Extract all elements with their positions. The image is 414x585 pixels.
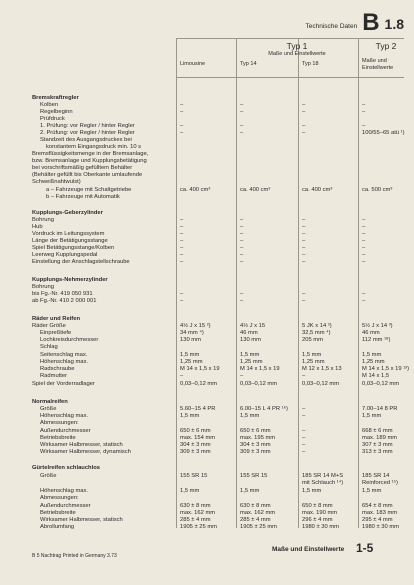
row-value: 32,5 mm ⁴) — [302, 330, 331, 336]
row-label: Abmessungen: — [40, 495, 79, 501]
row-label: Bremskraftregler — [32, 95, 79, 101]
row-label: Wirksamer Halbmesser, statisch — [40, 517, 123, 523]
row-value: – — [362, 298, 366, 304]
row-value: 304 ± 3 mm — [180, 442, 211, 448]
row-value: – — [302, 298, 306, 304]
row-value: – — [362, 245, 366, 251]
row-label: Betriebsbreite — [40, 510, 76, 516]
row-label: Räder und Reifen — [32, 316, 80, 322]
row-value: – — [362, 231, 366, 237]
row-label: Bremsflüssigkeitsmenge in der Bremsanlage, — [32, 151, 149, 157]
row-value: 650 ± 6 mm — [240, 428, 271, 434]
row-value: M 14 x 1,5 — [362, 373, 390, 379]
row-value: Reinforced ¹⁵) — [362, 480, 398, 486]
row-value: 1,5 mm — [240, 488, 260, 494]
row-label: (Behälter gefüllt bis Oberkante umlaufende — [32, 172, 143, 178]
row-value: 1,5 mm — [362, 413, 382, 419]
table-top-rule — [176, 38, 404, 39]
row-label: Einstellung der Anschlagstellschraube — [32, 259, 130, 265]
row-label: Größe — [40, 406, 57, 412]
row-value: 1905 ± 25 mm — [240, 524, 278, 530]
row-value: 1905 ± 25 mm — [180, 524, 218, 530]
row-value: – — [302, 245, 306, 251]
row-label: Betriebsbreite — [40, 435, 76, 441]
row-label: Länge der Betätigungsstange — [32, 238, 108, 244]
row-value: 1,25 mm — [362, 359, 385, 365]
row-label: Wirksamer Halbmesser, statisch — [40, 442, 123, 448]
row-value: 130 mm — [180, 337, 201, 343]
row-value: 1,5 mm — [240, 352, 260, 358]
col-typ2-label-a: Maße und — [362, 58, 387, 64]
row-label: Abmessungen: — [40, 420, 79, 426]
row-value: – — [302, 373, 306, 379]
row-value: – — [302, 259, 306, 265]
row-value: – — [240, 224, 244, 230]
row-value: – — [302, 413, 306, 419]
row-label: Wirksamer Halbmesser, dynamisch — [40, 449, 131, 455]
row-label: a – Fahrzeuge mit Schaltgetriebe — [46, 187, 132, 193]
row-label: bis Fg.-Nr. 419 050 931 — [32, 291, 93, 297]
row-label: Vordruck im Leitungssystem — [32, 231, 105, 237]
row-value: 304 ± 3 mm — [240, 442, 271, 448]
typ1-subheading: Maße und Einstellwerte — [268, 51, 326, 57]
row-label: ab Fg.-Nr. 410 2 000 001 — [32, 298, 97, 304]
row-value: 1,5 mm — [302, 488, 322, 494]
row-value: – — [302, 238, 306, 244]
footer-imprint: B 5 Nachtrag Printed in Germany 3.73 — [32, 553, 117, 559]
column-divider — [358, 38, 359, 528]
row-label: Spiel der Vorderradlager — [32, 381, 95, 387]
row-label: Einpreßtiefe — [40, 330, 72, 336]
row-value: – — [180, 373, 184, 379]
row-value: – — [180, 130, 184, 136]
row-value: – — [240, 217, 244, 223]
col-typ18: Typ 18 — [302, 61, 319, 67]
row-value: max. 162 mm — [180, 510, 216, 516]
row-value: – — [302, 428, 306, 434]
row-value: – — [302, 102, 306, 108]
row-value: – — [302, 224, 306, 230]
row-value: 1,5 mm — [302, 352, 322, 358]
column-divider — [176, 38, 177, 528]
row-label: Höhenschlag max. — [40, 359, 89, 365]
row-value: – — [180, 123, 184, 129]
col-typ14: Typ 14 — [240, 61, 257, 67]
row-value: max. 162 mm — [240, 510, 276, 516]
row-label: Hub — [32, 224, 43, 230]
row-value: 7.00–14 8 PR — [362, 406, 398, 412]
row-label: Kupplungs-Nehmerzylinder — [32, 277, 108, 283]
row-value: 4½ J x 15 ²) — [180, 323, 211, 329]
row-value: 1,5 mm — [362, 488, 382, 494]
row-value: 1980 ± 30 mm — [362, 524, 400, 530]
row-value: 155 SR 15 — [180, 473, 208, 479]
row-value: 307 ± 3 mm — [362, 442, 393, 448]
row-value: – — [362, 102, 366, 108]
row-label: Lochkreisdurchmesser — [40, 337, 99, 343]
row-value: 630 ± 8 mm — [240, 503, 271, 509]
row-value: 100/55–65 atü ¹) — [362, 130, 405, 136]
row-value: 0,03–0,12 mm — [180, 381, 218, 387]
row-value: 309 ± 3 mm — [240, 449, 271, 455]
row-value: – — [302, 109, 306, 115]
row-value: – — [302, 449, 306, 455]
row-value: M 14 x 1,5 x 19 — [240, 366, 280, 372]
row-label: Räder Größe — [32, 323, 66, 329]
row-label: Radschraube — [40, 366, 75, 372]
row-label: Seitenschlag max. — [40, 352, 88, 358]
row-value: – — [240, 123, 244, 129]
row-label: bei vorschriftsmäßig gefülltem Behälter — [32, 165, 133, 171]
row-label: bzw. Bremsanlage und Kupplungsbetätigung — [32, 158, 147, 164]
row-value: ca. 500 cm³ — [362, 187, 393, 193]
row-value: 1,5 mm — [362, 352, 382, 358]
row-value: – — [240, 252, 244, 258]
row-value: 5½ J x 14 ³) — [362, 323, 393, 329]
row-label: Radmutter — [40, 373, 68, 379]
row-value: 5 JK x 14 ³) — [302, 323, 332, 329]
row-value: 650 ± 6 mm — [180, 428, 211, 434]
row-label: Schlag — [40, 344, 58, 350]
header-letter: B — [362, 9, 380, 36]
row-value: mit Schlauch ¹⁴) — [302, 480, 344, 486]
row-value: – — [362, 123, 366, 129]
row-value: – — [180, 238, 184, 244]
row-value: 1980 ± 30 mm — [302, 524, 340, 530]
row-value: 5.60–15 4 PR — [180, 406, 216, 412]
row-value: – — [180, 109, 184, 115]
row-value: 130 mm — [240, 337, 261, 343]
row-label: 2. Prüfung: vor Regler / hinter Regler — [40, 130, 135, 136]
row-value: 650 ± 8 mm — [302, 503, 333, 509]
row-value: 1,25 mm — [180, 359, 203, 365]
row-value: 1,25 mm — [240, 359, 263, 365]
row-value: 0,03–0,12 mm — [240, 381, 278, 387]
row-value: 185 SR 14 — [362, 473, 390, 479]
row-value: max. 195 mm — [240, 435, 276, 441]
row-label: Leerweg Kupplungspedal — [32, 252, 98, 258]
col-limousine: Limousine — [180, 61, 206, 67]
row-value: – — [362, 259, 366, 265]
row-value: 34 mm ⁴) — [180, 330, 204, 336]
row-value: 0,03–0,12 mm — [362, 381, 400, 387]
row-label: Normalreifen — [32, 399, 68, 405]
row-value: – — [240, 373, 244, 379]
row-value: 46 mm — [240, 330, 258, 336]
row-value: 313 ± 3 mm — [362, 449, 393, 455]
row-label: Außendurchmesser — [40, 428, 91, 434]
row-value: 668 ± 6 mm — [362, 428, 393, 434]
row-value: – — [240, 231, 244, 237]
row-value: 1,5 mm — [240, 413, 260, 419]
header-rule — [176, 77, 404, 78]
row-value: – — [240, 102, 244, 108]
row-value: – — [302, 291, 306, 297]
row-value: 295 ± 4 mm — [362, 517, 393, 523]
row-value: 1,25 mm — [302, 359, 325, 365]
row-value: M 12 x 1,5 x 13 — [302, 366, 342, 372]
row-value: – — [240, 130, 244, 136]
row-value: – — [362, 217, 366, 223]
column-divider — [298, 38, 299, 528]
row-value: – — [240, 291, 244, 297]
typ2-heading: Typ 2 — [375, 41, 397, 51]
row-value: max. 154 mm — [180, 435, 216, 441]
row-label: Höhenschlag max. — [40, 413, 89, 419]
typ1-heading: Typ 1 — [286, 41, 308, 51]
row-value: max. 189 mm — [362, 435, 398, 441]
row-value: 1,5 mm — [180, 413, 200, 419]
row-value: – — [362, 238, 366, 244]
row-value: max. 190 mm — [302, 510, 338, 516]
header-number: 1.8 — [384, 16, 404, 32]
row-label: Abrollumfang — [40, 524, 75, 530]
row-value: – — [180, 298, 184, 304]
row-value: 654 ± 8 mm — [362, 503, 393, 509]
row-value: – — [302, 231, 306, 237]
row-value: 285 ± 4 mm — [180, 517, 211, 523]
row-value: – — [240, 259, 244, 265]
header-subtitle: Technische Daten — [305, 23, 358, 30]
row-label: Gürtelreifen schlauchlos — [32, 465, 100, 471]
row-value: – — [302, 406, 306, 412]
row-value: 296 ± 4 mm — [302, 517, 333, 523]
row-value: – — [180, 291, 184, 297]
row-value: – — [362, 224, 366, 230]
row-value: 185 SR 14 M+S — [302, 473, 344, 479]
column-divider — [236, 38, 237, 528]
row-label: Höhenschlag max. — [40, 488, 89, 494]
row-value: – — [302, 442, 306, 448]
row-label: Regelbeginn — [40, 109, 73, 115]
row-label: Bohrung — [32, 284, 54, 290]
row-value: – — [302, 252, 306, 258]
row-label: Bohrung — [32, 217, 54, 223]
row-label: 1. Prüfung: vor Regler / hinter Regler — [40, 123, 135, 129]
row-value: – — [180, 231, 184, 237]
row-value: – — [240, 238, 244, 244]
row-value: – — [362, 291, 366, 297]
row-value: – — [302, 435, 306, 441]
row-value: 285 ± 4 mm — [240, 517, 271, 523]
row-value: 205 mm — [302, 337, 323, 343]
row-value: – — [362, 109, 366, 115]
col-typ2-label-b: Einstellwerte — [362, 65, 394, 71]
row-value: 4½ J x 15 — [240, 323, 266, 329]
row-value: – — [180, 259, 184, 265]
page-header — [305, 9, 404, 36]
row-value: – — [240, 298, 244, 304]
row-label: Außendurchmesser — [40, 503, 91, 509]
row-value: 1,5 mm — [180, 488, 200, 494]
row-value: – — [180, 252, 184, 258]
row-label: Standzeit des Ausgangsdruckes bei — [40, 137, 132, 143]
row-value: ca. 400 cm³ — [302, 187, 333, 193]
row-value: – — [302, 217, 306, 223]
row-label: b – Fahrzeuge mit Automatik — [46, 194, 120, 200]
row-value: – — [302, 130, 306, 136]
row-label: Schweißnahtwulst) — [32, 179, 81, 185]
row-value: 112 mm ¹⁸) — [362, 337, 391, 343]
footer-section-title: Maße und Einstellwerte — [272, 546, 345, 553]
row-value: 630 ± 8 mm — [180, 503, 211, 509]
row-value: M 14 x 1,5 x 19 ¹³) — [362, 366, 410, 372]
row-value: – — [180, 245, 184, 251]
row-value: ca. 400 cm³ — [180, 187, 211, 193]
row-value: – — [180, 217, 184, 223]
footer-page-number: 1-5 — [356, 541, 374, 555]
row-label: konstantem Eingangsdruck min. 10 s — [46, 144, 142, 150]
row-value: – — [240, 109, 244, 115]
row-label: Kolben — [40, 102, 59, 108]
row-value: 309 ± 3 mm — [180, 449, 211, 455]
row-value: 6.00–15 L 4 PR ¹⁶) — [240, 406, 288, 412]
row-value: max. 183 mm — [362, 510, 398, 516]
row-value: 46 mm — [362, 330, 380, 336]
row-value: 0,03–0,12 mm — [302, 381, 340, 387]
row-label: Kupplungs-Geberzylinder — [32, 210, 103, 216]
row-value: – — [302, 123, 306, 129]
row-value: – — [180, 102, 184, 108]
row-label: Prüfdruck — [40, 116, 65, 122]
row-value: 155 SR 15 — [240, 473, 268, 479]
row-value: – — [362, 252, 366, 258]
row-value: M 14 x 1,5 x 19 — [180, 366, 220, 372]
row-value: 1,5 mm — [180, 352, 200, 358]
row-value: – — [240, 245, 244, 251]
row-label: Größe — [40, 473, 57, 479]
row-value: ca. 400 cm³ — [240, 187, 271, 193]
row-label: Spiel Betätigungsstange/Kolben — [32, 245, 115, 251]
row-value: – — [180, 224, 184, 230]
